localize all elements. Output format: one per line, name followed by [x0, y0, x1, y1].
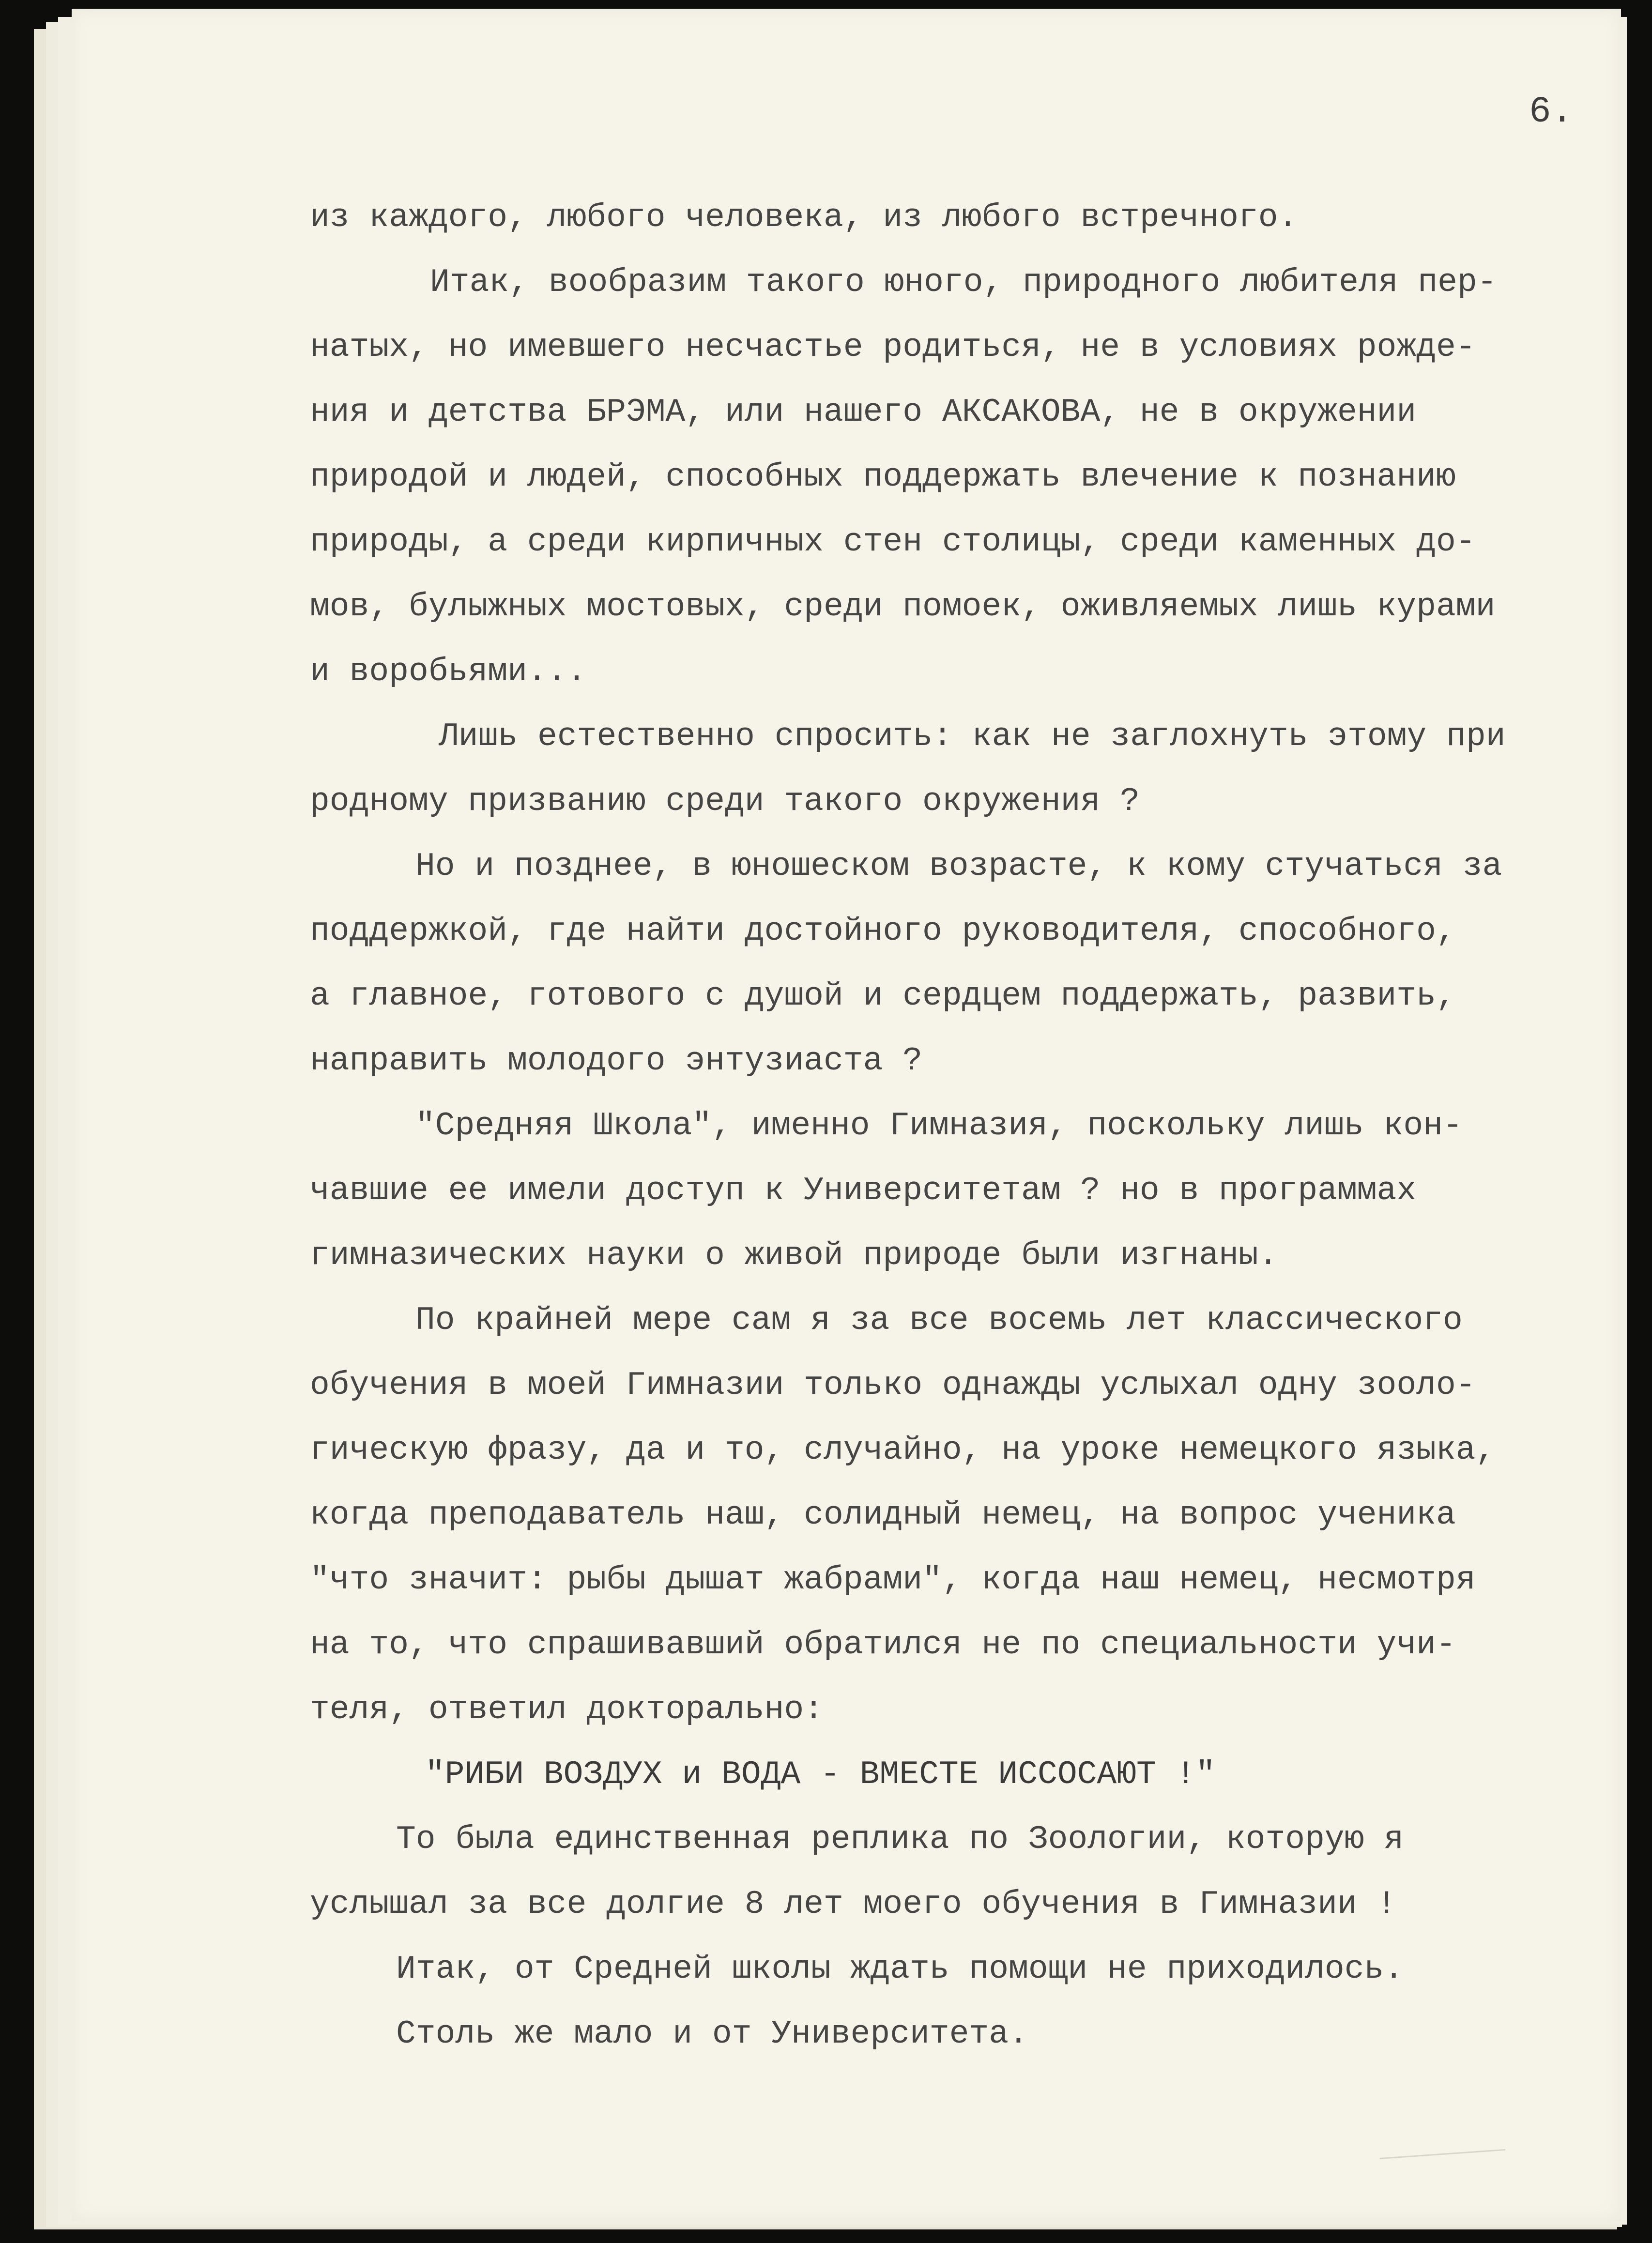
text-line: гическую фразу, да и то, случайно, на уроке немецкого языка,	[310, 1432, 1496, 1469]
typewritten-page	[72, 9, 1621, 2221]
text-line: мов, булыжных мостовых, среди помоек, оживляемых лишь курами	[310, 588, 1496, 626]
text-line: обучения в моей Гимназии только однажды услыхал одну зооло-	[310, 1367, 1476, 1404]
text-line: природы, а среди кирпичных стен столицы, среди каменных до-	[310, 523, 1476, 561]
text-line: на то, что спрашивавший обратился не по специальности учи-	[310, 1626, 1456, 1663]
text-line: Лишь естественно спросить: как не заглохнуть этому при	[439, 718, 1506, 755]
quoted-phrase: "РИБИ ВОЗДУХ и ВОДА - ВМЕСТЕ ИССОСАЮТ !"	[425, 1756, 1216, 1793]
text-line: направить молодого энтузиаста ?	[310, 1042, 923, 1080]
text-line: поддержкой, где найти достойного руководителя, способного,	[310, 913, 1456, 950]
text-line: родному призванию среди такого окружения ?	[310, 783, 1140, 820]
text-line: а главное, готового с душой и сердцем поддержать, развить,	[310, 977, 1456, 1015]
text-line: "Средняя Школа", именно Гимназия, поскольку лишь кон-	[415, 1107, 1463, 1144]
text-line: теля, ответил докторально:	[310, 1691, 824, 1728]
faint-pencil-mark	[1378, 2130, 1505, 2159]
text-line: "что значит: рыбы дышат жабрами", когда наш немец, несмотря	[310, 1561, 1476, 1599]
text-line: когда преподаватель наш, солидный немец, на вопрос ученика	[310, 1496, 1456, 1534]
text-line: природой и людей, способных поддержать влечение к познанию	[310, 458, 1456, 496]
text-line: Итак, от Средней школы ждать помощи не приходилось.	[396, 1951, 1404, 1988]
text-line: и воробьями...	[310, 653, 587, 690]
text-line: чавшие ее имели доступ к Университетам ? но в программах	[310, 1172, 1417, 1209]
text-line: Но и позднее, в юношеском возрасте, к кому стучаться за	[415, 848, 1502, 885]
text-line: услышал за все долгие 8 лет моего обучения в Гимназии !	[310, 1886, 1397, 1923]
text-line: Столь же мало и от Университета.	[396, 2015, 1028, 2053]
text-line: гимназических науки о живой природе были изгнаны.	[310, 1237, 1278, 1274]
text-line: По крайней мере сам я за все восемь лет классического	[415, 1302, 1463, 1339]
page-number: 6.	[1529, 91, 1574, 133]
text-line: ния и детства БРЭМА, или нашего АКСАКОВА, не в окружении	[310, 394, 1417, 431]
text-line: Итак, вообразим такого юного, природного любителя пер-	[430, 264, 1497, 301]
text-line: из каждого, любого человека, из любого встречного.	[310, 199, 1298, 236]
text-line: натых, но имевшего несчастье родиться, не в условиях рожде-	[310, 329, 1476, 366]
text-line: То была единственная реплика по Зоологии, которую я	[396, 1821, 1404, 1858]
